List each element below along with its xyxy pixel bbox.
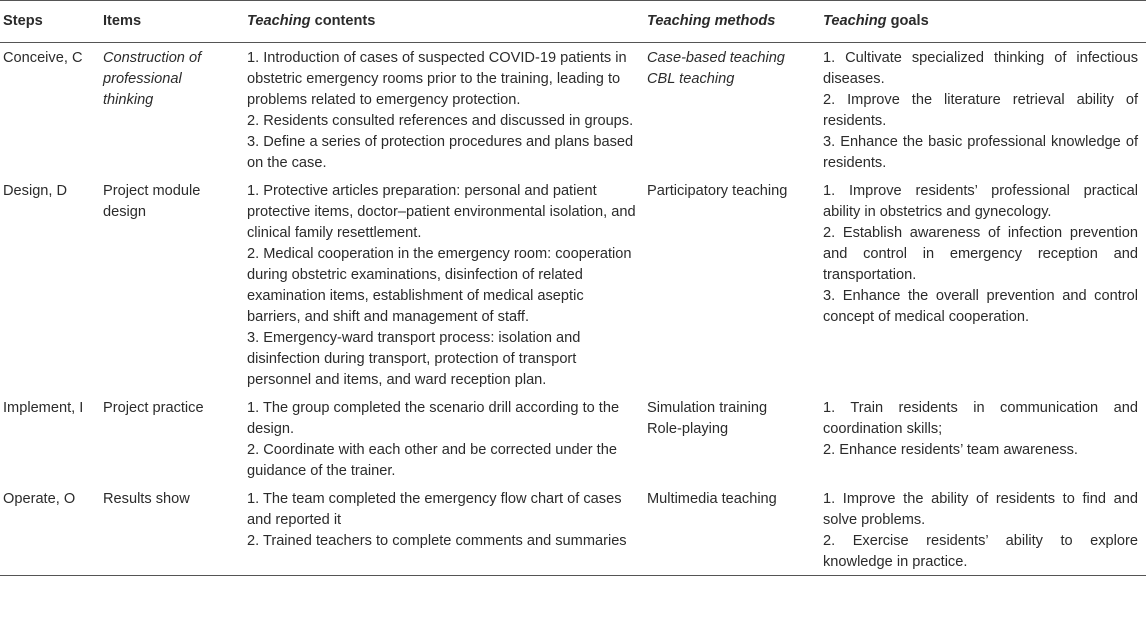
goal-line: 2. Establish awareness of infection prevention and control in emergency reception and transportation. [823, 225, 1138, 283]
cell-item: Project practice [103, 400, 204, 416]
cell-goals [820, 176, 1146, 393]
goal-line: 1. Cultivate specialized thinking of infectious diseases. [823, 50, 1138, 87]
cell-methods [644, 176, 820, 393]
method-line: Case-based teaching [647, 50, 785, 66]
header-contents: Teaching contents [247, 13, 376, 29]
cell-step: Implement, I [3, 400, 84, 416]
goal-line: 2. Improve the literature retrieval ability of residents. [823, 92, 1138, 129]
goal-line: 2. Enhance residents’ team awareness. [823, 442, 1078, 458]
goal-line: 1. Improve the ability of residents to find and solve problems. [823, 491, 1138, 528]
goal-line: 3. Enhance the overall prevention and control concept of medical cooperation. [823, 288, 1138, 325]
cell-step: Design, D [3, 183, 68, 199]
content-line: 2. Trained teachers to complete comments and summaries [247, 533, 627, 549]
header-methods: Teaching methods [647, 13, 776, 29]
content-line: 3. Emergency-ward transport process: isolation and disinfection during transport, protection of transport personnel and items, and ward reception plan. [247, 330, 581, 388]
cell-contents [244, 176, 644, 393]
header-items: Items [103, 13, 142, 29]
header-goals: Teaching goals [823, 13, 929, 29]
content-line: 1. The group completed the scenario drill according to the design. [247, 400, 620, 437]
content-line: 2. Medical cooperation in the emergency room: cooperation during obstetric examinations, disinfection of related examination items, establishment of medical aseptic barriers, and shift and management of staff. [247, 246, 632, 325]
goal-line: 1. Improve residents’ professional practical ability in obstetrics and gynecology. [823, 183, 1138, 220]
goal-line: 2. Exercise residents’ ability to explore knowledge in practice. [823, 533, 1138, 570]
cell-step: Conceive, C [3, 50, 83, 66]
cell-goals [820, 43, 1146, 177]
table-row [0, 43, 1146, 177]
content-line: 1. Protective articles preparation: personal and patient protective items, doctor–patient environmental isolation, and clinical family resettlement. [247, 183, 636, 241]
cell-methods [644, 484, 820, 576]
cell-item: Project module design [103, 183, 201, 220]
method-line: Simulation training [647, 400, 768, 416]
goal-line: 1. Train residents in communication and coordination skills; [823, 400, 1138, 437]
table-row [0, 484, 1146, 576]
method-line: CBL teaching [647, 71, 735, 87]
method-line: Multimedia teaching [647, 491, 777, 507]
content-line: 2. Residents consulted references and discussed in groups. [247, 113, 634, 129]
cell-methods [644, 43, 820, 177]
table-row [0, 176, 1146, 393]
header-steps: Steps [3, 13, 43, 29]
content-line: 2. Coordinate with each other and be corrected under the guidance of the trainer. [247, 442, 617, 479]
cell-step: Operate, O [3, 491, 76, 507]
content-line: 1. Introduction of cases of suspected COVID-19 patients in obstetric emergency rooms prior to the training, leading to problems related to emergency protection. [247, 50, 627, 108]
content-line: 1. The team completed the emergency flow chart of cases and reported it [247, 491, 622, 528]
cell-item: Construction of professional thinking [103, 50, 202, 108]
content-line: 3. Define a series of protection procedures and plans based on the case. [247, 134, 634, 171]
cell-contents [244, 393, 644, 484]
cell-item: Results show [103, 491, 190, 507]
header-row [0, 1, 1146, 43]
cell-methods [644, 393, 820, 484]
method-line: Participatory teaching [647, 183, 788, 199]
cell-goals [820, 484, 1146, 576]
cell-contents [244, 484, 644, 576]
cell-contents [244, 43, 644, 177]
cell-goals [820, 393, 1146, 484]
method-line: Role-playing [647, 421, 729, 437]
goal-line: 3. Enhance the basic professional knowledge of residents. [823, 134, 1138, 171]
table-row [0, 393, 1146, 484]
